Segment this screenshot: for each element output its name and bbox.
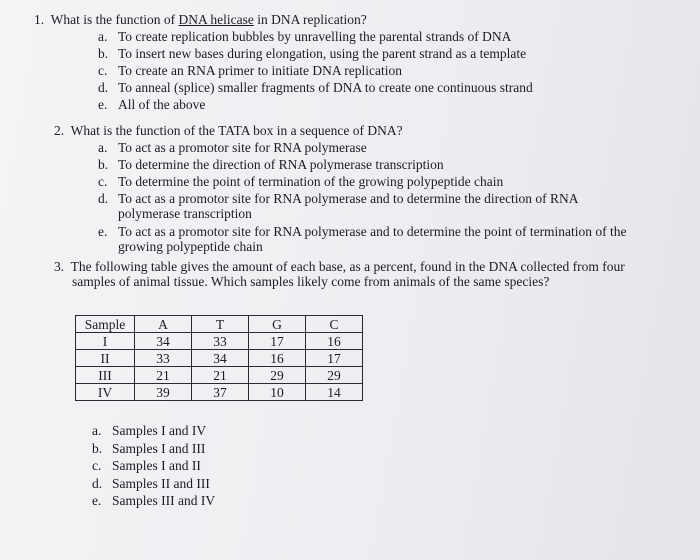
option-text: To create replication bubbles by unravelling the parental strands of DNA xyxy=(118,29,512,44)
table-header: Sample xyxy=(76,316,135,333)
q1-option-b[interactable] xyxy=(98,46,526,61)
q3-option-b[interactable] xyxy=(92,440,205,458)
table-cell: 17 xyxy=(306,350,363,367)
option-text: To anneal (splice) smaller fragments of DNA to create one continuous strand xyxy=(118,80,533,95)
option-text: Samples I and IV xyxy=(112,423,207,438)
option-text: Samples II and III xyxy=(112,475,210,491)
option-letter: e. xyxy=(92,493,102,508)
table-cell: 16 xyxy=(249,350,306,367)
question-1-underlined-term: DNA helicase xyxy=(178,12,254,27)
table-cell: 29 xyxy=(249,367,306,384)
question-2-stem xyxy=(54,123,403,138)
table-header-row xyxy=(76,316,363,333)
q2-option-b[interactable] xyxy=(98,157,444,172)
q1-option-c[interactable] xyxy=(98,63,402,78)
base-percentage-table xyxy=(75,315,363,401)
question-1-text-start: What is the function of xyxy=(50,12,179,27)
option-letter: b. xyxy=(92,440,103,456)
table-cell: 17 xyxy=(249,333,306,350)
table-row xyxy=(76,384,363,401)
table-row xyxy=(76,367,363,384)
option-text: Samples III and IV xyxy=(112,493,216,508)
question-3-text-line2: samples of animal tissue. Which samples likely come from animals of the same species? xyxy=(72,274,550,289)
option-letter: a. xyxy=(98,140,108,155)
option-letter: c. xyxy=(98,174,108,189)
question-1-text-end: in DNA replication? xyxy=(253,12,367,27)
q1-option-d[interactable] xyxy=(98,80,533,95)
q2-option-e[interactable] xyxy=(98,224,627,254)
q2-option-d[interactable] xyxy=(98,191,579,221)
option-letter: a. xyxy=(98,29,108,44)
q3-option-e[interactable] xyxy=(92,492,215,510)
option-letter: c. xyxy=(92,458,102,473)
table-cell: 34 xyxy=(192,350,249,367)
option-letter: b. xyxy=(98,157,109,172)
table-cell: 14 xyxy=(306,384,363,401)
option-text-line2: growing polypeptide chain xyxy=(118,239,263,254)
option-letter: d. xyxy=(98,191,109,206)
option-letter: a. xyxy=(92,423,102,438)
question-3-number: 3. xyxy=(54,259,65,274)
q3-option-d[interactable] xyxy=(92,475,210,493)
option-letter: d. xyxy=(98,80,109,95)
table-cell: 39 xyxy=(135,384,192,401)
q1-option-e[interactable] xyxy=(98,97,205,112)
option-letter: d. xyxy=(92,475,103,491)
table-header: G xyxy=(249,316,306,333)
option-text: To act as a promotor site for RNA polymerase xyxy=(118,140,367,155)
option-letter: e. xyxy=(98,224,108,239)
option-text: To determine the direction of RNA polymerase transcription xyxy=(118,157,444,172)
table-cell: 34 xyxy=(135,333,192,350)
option-text-line1: To act as a promotor site for RNA polymerase and to determine the point of termination of the xyxy=(118,224,627,239)
table-cell: 21 xyxy=(135,367,192,384)
q2-option-c[interactable] xyxy=(98,174,503,189)
q2-option-a[interactable] xyxy=(98,140,367,155)
option-text: Samples I and III xyxy=(112,440,206,456)
table-cell: 21 xyxy=(192,367,249,384)
table-header: C xyxy=(306,316,363,333)
option-letter: c. xyxy=(98,63,108,78)
table-row xyxy=(76,350,363,367)
table-cell: IV xyxy=(76,384,135,401)
q3-option-c[interactable] xyxy=(92,457,201,475)
question-2-number: 2. xyxy=(54,123,65,138)
table-cell: 33 xyxy=(135,350,192,367)
option-text-line1: To act as a promotor site for RNA polymerase and to determine the direction of RNA xyxy=(118,191,579,206)
option-text: Samples I and II xyxy=(112,458,201,473)
table-cell: 33 xyxy=(192,333,249,350)
option-text: To create an RNA primer to initiate DNA replication xyxy=(118,63,402,78)
option-text: All of the above xyxy=(118,97,206,112)
table-cell: 10 xyxy=(249,384,306,401)
table-cell: III xyxy=(76,367,135,384)
table-row xyxy=(76,333,363,350)
option-text: To insert new bases during elongation, using the parent strand as a template xyxy=(118,46,527,61)
option-letter: b. xyxy=(98,46,109,61)
question-2-text: What is the function of the TATA box in a sequence of DNA? xyxy=(70,123,403,138)
option-text-line2: polymerase transcription xyxy=(118,206,252,221)
table-cell: 16 xyxy=(306,333,363,350)
q3-option-a[interactable] xyxy=(92,422,206,440)
question-1-stem xyxy=(34,12,367,27)
table-cell: II xyxy=(76,350,135,367)
table-cell: 29 xyxy=(306,367,363,384)
q1-option-a[interactable] xyxy=(98,29,511,44)
question-3-text-line1: The following table gives the amount of each base, as a percent, found in the DNA collected from four xyxy=(70,259,625,274)
option-text: To determine the point of termination of the growing polypeptide chain xyxy=(118,174,504,189)
table-header: T xyxy=(192,316,249,333)
table-header: A xyxy=(135,316,192,333)
question-1-number: 1. xyxy=(34,12,45,27)
question-3-stem xyxy=(54,259,625,289)
table-cell: 37 xyxy=(192,384,249,401)
option-letter: e. xyxy=(98,97,108,112)
table-cell: I xyxy=(76,333,135,350)
